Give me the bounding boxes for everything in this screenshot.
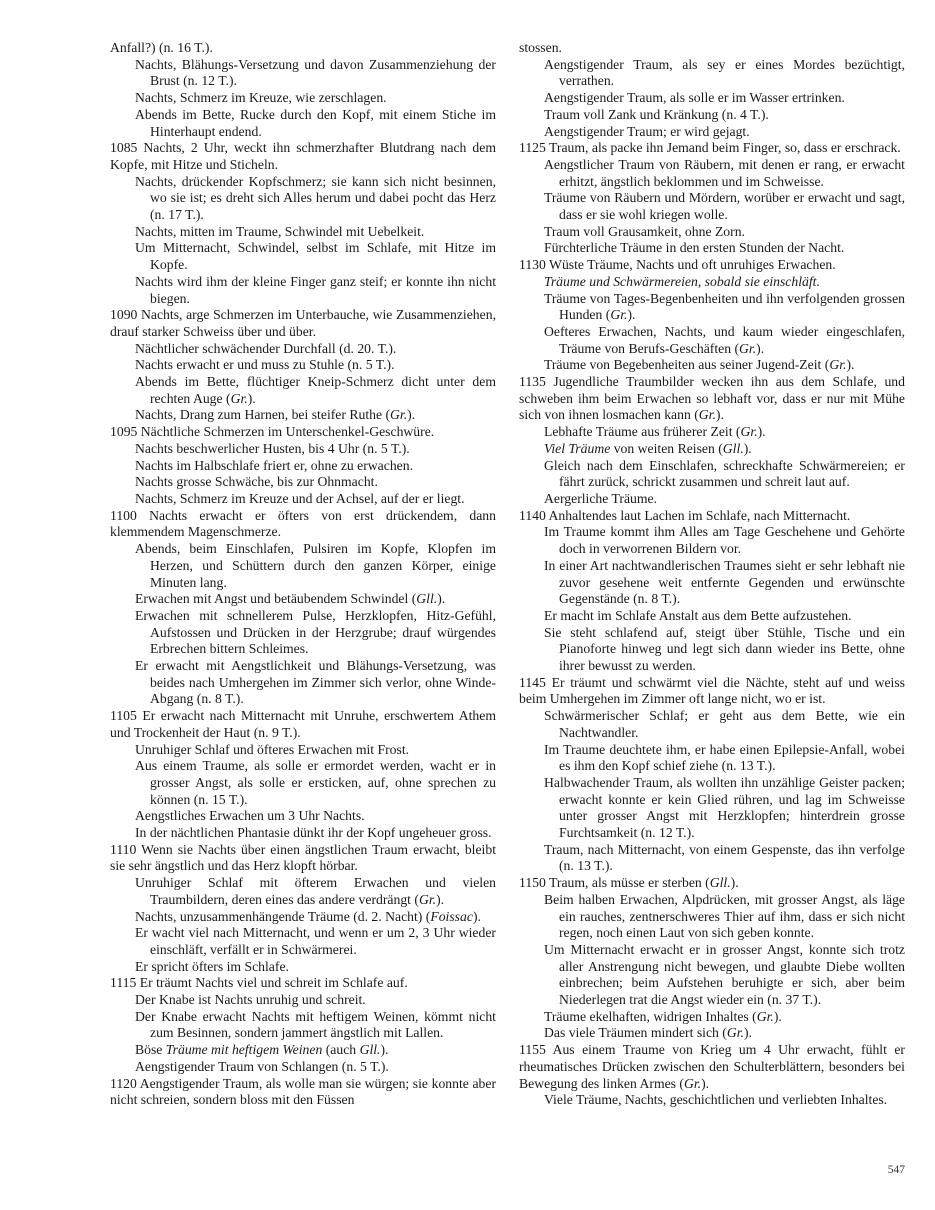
symptom-entry: Um Mitternacht, Schwindel, selbst im Schlafe, mit Hitze im Kopfe. bbox=[135, 240, 496, 273]
symptom-entry: Träume von Begebenheiten aus seiner Jugend-Zeit (Gr.). bbox=[544, 357, 855, 373]
symptom-entry: Viel Träume von weiten Reisen (Gll.). bbox=[544, 440, 752, 456]
symptom-entry: Abends im Bette, Rucke durch den Kopf, mit einem Stiche im Hinterhaupt endend. bbox=[135, 106, 496, 139]
symptom-entry: Nachts im Halbschlafe friert er, ohne zu erwachen. bbox=[135, 457, 414, 473]
symptom-entry: Lebhafte Träume aus früherer Zeit (Gr.). bbox=[544, 424, 766, 440]
symptom-entry: Nachts, Schmerz im Kreuze und der Achsel, auf der er liegt. bbox=[135, 490, 465, 506]
symptom-entry: Träume und Schwärmereien, sobald sie einschläft. bbox=[544, 273, 820, 289]
symptom-entry: Nachts erwacht er und muss zu Stuhle (n. 5 T.). bbox=[135, 357, 395, 373]
numbered-symptom-entry: 1145 Er träumt und schwärmt viel die Nächte, steht auf und weiss beim Umhergehen im Zimmer oft lange nicht, wo er ist. bbox=[519, 674, 905, 707]
continued-entry-text: Anfall?) (n. 16 T.). bbox=[110, 40, 213, 55]
symptom-entry: Nachts, Blähungs-Versetzung und davon Zusammenziehung der Brust (n. 12 T.). bbox=[135, 56, 496, 89]
symptom-entry: Aengstigender Traum von Schlangen (n. 5 T.). bbox=[135, 1058, 389, 1074]
symptom-entry: Er erwacht mit Aengstlichkeit und Blähungs-Versetzung, was beides nach Umhergehen im Zimmer sich verlor, ohne Winde-Abgang (n. 8 T.). bbox=[135, 658, 496, 707]
numbered-symptom-entry: 1085 Nachts, 2 Uhr, weckt ihn schmerzhafter Blutdrang nach dem Kopfe, mit Hitze und Sticheln. bbox=[110, 140, 496, 172]
symptom-entry: Nachts beschwerlicher Husten, bis 4 Uhr (n. 5 T.). bbox=[135, 440, 410, 456]
symptom-entry: Im Traume kommt ihm Alles am Tage Geschehene und Gehörte doch in verworrenen Bildern vor. bbox=[544, 524, 905, 557]
symptom-entry: Träume von Tages-Begenbenheiten und ihn verfolgenden grossen Hunden (Gr.). bbox=[544, 290, 905, 323]
symptom-entry: Viele Träume, Nachts, geschichtlichen und verliebten Inhaltes. bbox=[544, 1092, 888, 1108]
symptom-entry: Böse Träume mit heftigem Weinen (auch Gll.). bbox=[135, 1042, 389, 1058]
symptom-entry: Um Mitternacht erwacht er in grosser Angst, konnte sich trotz aller Anstrengung nicht bewegen, und glaubte Diebe wollten einbrechen; beim Aufstehen beruhigte er sich, aber beim Niederlegen trat die Angst wieder ein (n. 37 T.). bbox=[544, 941, 905, 1008]
symptom-entry: Nachts, mitten im Traume, Schwindel mit Uebelkeit. bbox=[135, 223, 425, 239]
symptom-entry: Das viele Träumen mindert sich (Gr.). bbox=[544, 1025, 752, 1041]
symptom-entry: Der Knabe erwacht Nachts mit heftigem Weinen, kömmt nicht zum Besinnen, sondern jammert ängstlich mit Lallen. bbox=[135, 1008, 496, 1041]
numbered-symptom-entry: 1100 Nachts erwacht er öfters von erst drückendem, dann klemmendem Magenschmerze. bbox=[110, 507, 496, 540]
symptom-entry: Der Knabe ist Nachts unruhig und schreit. bbox=[135, 992, 366, 1008]
symptom-entry: Halbwachender Traum, als wollten ihn unzählige Geister packen; erwacht konnte er kein Glied rühren, und lag im Schweisse unter grosser Angst mit Herzklopfen; hinterdrein grosse Furchtsamkeit (n. 12 T.). bbox=[544, 774, 905, 841]
symptom-entry: Nachts, unzusammenhängende Träume (d. 2. Nacht) (Foissac). bbox=[135, 908, 481, 924]
symptom-entry: Aus einem Traume, als solle er ermordet werden, wacht er in grosser Angst, als solle er ersticken, auf, ohne sprechen zu können (n. 15 T.). bbox=[135, 758, 496, 807]
symptom-entry: Nachts grosse Schwäche, bis zur Ohnmacht. bbox=[135, 474, 378, 490]
symptom-entry: In einer Art nachtwandlerischen Traumes sieht er sehr lebhaft nie zuvor gesehene weit entfernte Gegenden und erwünschte Gegenstände (n. 8 T.). bbox=[544, 557, 905, 607]
symptom-entry: Nachts, Drang zum Harnen, bei steifer Ruthe (Gr.). bbox=[135, 407, 416, 423]
symptom-entry: Aengstliches Erwachen um 3 Uhr Nachts. bbox=[135, 808, 365, 824]
page-number: 547 bbox=[887, 1164, 905, 1176]
symptom-entry: Unruhiger Schlaf mit öfterem Erwachen und vielen Traumbildern, deren eines das andere verdrängt (Gr.). bbox=[135, 875, 496, 907]
right-column bbox=[519, 40, 905, 1109]
symptom-entry: Er spricht öfters im Schlafe. bbox=[135, 958, 289, 974]
numbered-symptom-entry: 1135 Jugendliche Traumbilder wecken ihn aus dem Schlafe, und schweben ihm beim Erwachen so lebhaft vor, dass er nur mit Mühe sich von ihnen losmachen kann (Gr.). bbox=[519, 374, 905, 423]
symptom-entry: Oefteres Erwachen, Nachts, und kaum wieder eingeschlafen, Träume von Berufs-Geschäften (Gr.). bbox=[544, 323, 905, 356]
numbered-symptom-entry: 1090 Nachts, arge Schmerzen im Unterbauche, wie Zusammenziehen, drauf starker Schweiss über und über. bbox=[110, 307, 496, 339]
symptom-entry: Gleich nach dem Einschlafen, schreckhafte Schwärmereien; er fährt zurück, schrickt zusammen und schreit laut auf. bbox=[544, 457, 905, 490]
symptom-entry: Abends, beim Einschlafen, Pulsiren im Kopfe, Klopfen im Herzen, und Schüttern durch den ganzen Körper, einige Minuten lang. bbox=[135, 541, 496, 590]
numbered-symptom-entry: 1105 Er erwacht nach Mitternacht mit Unruhe, erschwertem Athem und Trockenheit der Haut (n. 9 T.). bbox=[110, 708, 496, 740]
symptom-entry: Aengstlicher Traum von Räubern, mit denen er rang, er erwacht erhitzt, ängstlich beklommen und im Schweisse. bbox=[544, 156, 905, 189]
symptom-entry: Schwärmerischer Schlaf; er geht aus dem Bette, wie ein Nachtwandler. bbox=[544, 708, 905, 740]
symptom-entry: Sie steht schlafend auf, steigt über Stühle, Tische und ein Pianoforte hinweg und legt sich dann wieder ins Bette, ohne ihrer bewusst zu werden. bbox=[544, 624, 905, 674]
symptom-entry: In der nächtlichen Phantasie dünkt ihr der Kopf ungeheuer gross. bbox=[135, 825, 492, 841]
numbered-symptom-entry: 1120 Aengstigender Traum, als wolle man sie würgen; sie konnte aber nicht schreien, sondern bloss mit den Füssen bbox=[110, 1075, 496, 1108]
numbered-symptom-entry: 1095 Nächtliche Schmerzen im Unterschenkel-Geschwüre. bbox=[110, 424, 435, 440]
numbered-symptom-entry: 1140 Anhaltendes laut Lachen im Schlafe, nach Mitternacht. bbox=[519, 507, 851, 523]
symptom-entry: Aengstigender Traum, als sey er eines Mordes bezüchtigt, verrathen. bbox=[544, 56, 905, 89]
symptom-entry: Nachts, drückender Kopfschmerz; sie kann sich nicht besinnen, wo sie ist; es dreht sich Alles herum und dabei pocht das Herz (n. 17 T.). bbox=[135, 173, 496, 223]
numbered-symptom-entry: 1155 Aus einem Traume von Krieg um 4 Uhr erwacht, fühlt er rheumatisches Drücken zwischen den Schulterblättern, besonders bei Bewegung des linken Armes (Gr.). bbox=[519, 1042, 905, 1091]
symptom-entry: Erwachen mit Angst und betäubendem Schwindel (Gll.). bbox=[135, 591, 446, 607]
symptom-entry: Aergerliche Träume. bbox=[544, 490, 658, 506]
symptom-entry: Träume von Räubern und Mördern, worüber er erwacht und sagt, dass er sie wohl kriegen wolle. bbox=[544, 190, 905, 223]
symptom-entry: Nachts wird ihm der kleine Finger ganz steif; er konnte ihn nicht biegen. bbox=[135, 273, 496, 306]
symptom-entry: Fürchterliche Träume in den ersten Stunden der Nacht. bbox=[544, 240, 845, 256]
symptom-entry: Nächtlicher schwächender Durchfall (d. 20. T.). bbox=[135, 340, 397, 356]
symptom-entry: Unruhiger Schlaf und öfteres Erwachen mit Frost. bbox=[135, 741, 410, 757]
symptom-entry: Er wacht viel nach Mitternacht, und wenn er um 2, 3 Uhr wieder einschläft, verfällt er in Schwärmerei. bbox=[135, 925, 496, 957]
numbered-symptom-entry: 1125 Traum, als packe ihn Jemand beim Finger, so, dass er erschrack. bbox=[519, 140, 901, 156]
symptom-entry: Aengstigender Traum, als solle er im Wasser ertrinken. bbox=[544, 90, 845, 106]
symptom-entry: Erwachen mit schnellerem Pulse, Herzklopfen, Hitz-Gefühl, Aufstossen und Drücken in der Herzgrube; drauf würgendes Erbrechen bittern Schleimes. bbox=[135, 607, 496, 657]
symptom-entry: Nachts, Schmerz im Kreuze, wie zerschlagen. bbox=[135, 90, 387, 106]
numbered-symptom-entry: 1150 Traum, als müsse er sterben (Gll.). bbox=[519, 875, 739, 891]
numbered-symptom-entry: 1110 Wenn sie Nachts über einen ängstlichen Traum erwacht, bleibt sie sehr ängstlich und das Herz klopft hörbar. bbox=[110, 841, 496, 874]
symptom-entry: Abends im Bette, flüchtiger Kneip-Schmerz dicht unter dem rechten Auge (Gr.). bbox=[135, 374, 496, 406]
symptom-entry: Aengstigender Traum; er wird gejagt. bbox=[544, 123, 750, 139]
left-column bbox=[110, 40, 496, 1109]
symptom-entry: Beim halben Erwachen, Alpdrücken, mit grosser Angst, als läge ein rauches, zentnerschweres Thier auf ihm, dass er sich nicht regen, noch einen Laut von sich geben konnte. bbox=[544, 891, 905, 941]
symptom-entry: Träume ekelhaften, widrigen Inhaltes (Gr.). bbox=[544, 1008, 782, 1024]
symptom-entry: Traum, nach Mitternacht, von einem Gespenste, das ihn verfolge (n. 13 T.). bbox=[544, 841, 905, 874]
symptom-entry: Traum voll Zank und Kränkung (n. 4 T.). bbox=[544, 106, 769, 122]
symptom-entry: Im Traume deuchtete ihm, er habe einen Epilepsie-Anfall, wobei es ihm den Kopf schief ziehe (n. 13 T.). bbox=[544, 741, 905, 774]
symptom-entry: Er macht im Schlafe Anstalt aus dem Bette aufzustehen. bbox=[544, 607, 852, 623]
numbered-symptom-entry: 1115 Er träumt Nachts viel und schreit im Schlafe auf. bbox=[110, 975, 408, 991]
continued-entry-text: stossen. bbox=[519, 40, 562, 55]
symptom-entry: Traum voll Grausamkeit, ohne Zorn. bbox=[544, 223, 745, 239]
numbered-symptom-entry: 1130 Wüste Träume, Nachts und oft unruhiges Erwachen. bbox=[519, 257, 836, 273]
